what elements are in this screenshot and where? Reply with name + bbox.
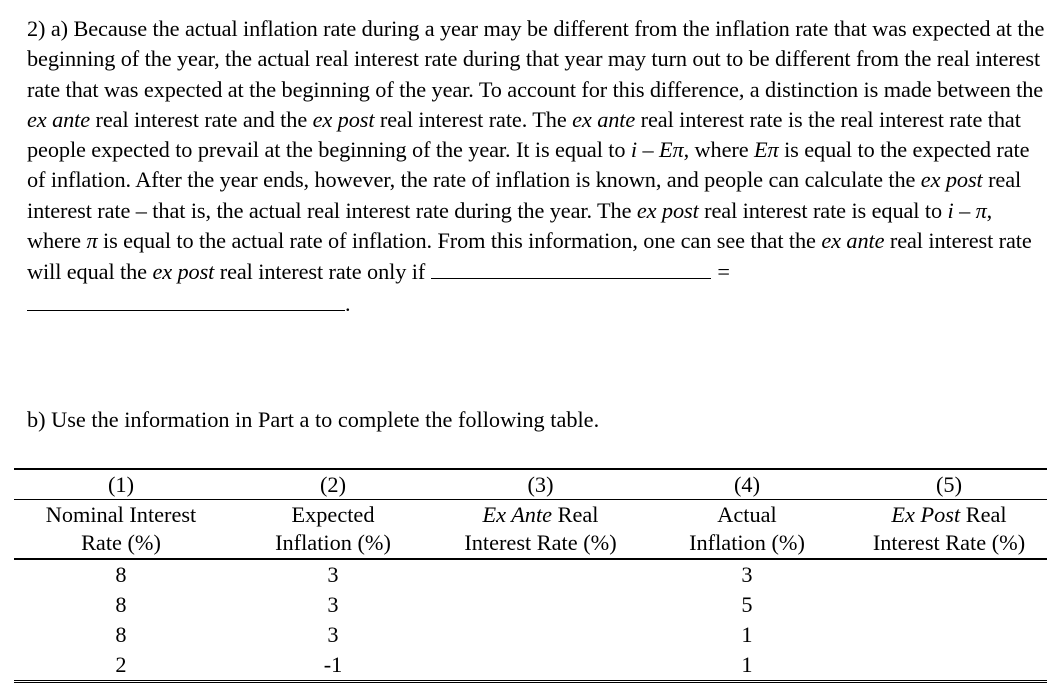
formula-i: i: [947, 197, 954, 223]
paragraph-text: , where: [683, 137, 755, 163]
paragraph-text: real interest rate only if: [214, 259, 431, 285]
table-cell: 3: [741, 562, 753, 587]
part-b-text: Use the information in Part a to complete the following table.: [51, 407, 600, 432]
term-ex-post: ex post: [312, 106, 375, 132]
formula-e-pi: Eπ: [754, 137, 779, 163]
column-header-ex-ante-rate: [438, 500, 643, 560]
paragraph-text: real interest rate – that is, the actual real interest rate during the year. The: [27, 167, 1022, 223]
column-number-row: [14, 469, 1047, 500]
answer-cell[interactable]: [851, 590, 1047, 620]
column-number: (5): [851, 469, 1047, 500]
paragraph-text: real interest rate is the real interest rate that people expected to prevail at the beginning of the year. It is equal to: [27, 106, 1021, 163]
column-header-ex-post-rate: [851, 500, 1047, 560]
table-row: [14, 559, 1047, 590]
column-number: (1): [14, 469, 228, 500]
column-header-nominal-interest: [14, 500, 228, 560]
answer-cell[interactable]: [851, 620, 1047, 650]
formula-e-pi: Eπ: [659, 137, 684, 163]
part-a-label: a): [50, 16, 68, 41]
table-cell: 3: [327, 562, 339, 587]
paragraph-text: real interest rate. The: [374, 106, 573, 132]
table-cell: 8: [115, 622, 127, 647]
answer-cell[interactable]: [438, 620, 643, 650]
header-italic: Ex Ante: [482, 502, 553, 527]
header-line2: Inflation (%): [689, 530, 805, 555]
paragraph-text: is equal to the expected rate of inflation. After the year ends, however, the rate of inflation is known, and people can calculate the: [27, 137, 1030, 193]
table-row: [14, 590, 1047, 620]
table-cell: 1: [643, 650, 851, 682]
answer-blank-right[interactable]: [27, 288, 345, 311]
column-header-expected-inflation: [228, 500, 438, 560]
paragraph-text: is equal to the actual rate of inflation. From this information, one can see that the: [97, 228, 822, 254]
header-line1: Actual: [717, 502, 777, 527]
formula-pi: π: [975, 197, 987, 223]
table-row: [14, 620, 1047, 650]
formula-pi: π: [86, 228, 98, 254]
table-cell: -1: [228, 650, 438, 682]
term-ex-post: ex post: [152, 259, 215, 285]
column-number: (3): [438, 469, 643, 500]
answer-cell[interactable]: [851, 650, 1047, 682]
header-line1: Nominal Interest: [45, 502, 197, 527]
header-line1: Expected: [291, 502, 375, 527]
formula-i: i: [630, 137, 638, 163]
term-ex-post: ex post: [636, 197, 699, 223]
column-header-actual-inflation: [643, 500, 851, 560]
paragraph-text: real interest rate will equal the: [27, 228, 1032, 285]
equals-sign: =: [717, 259, 730, 285]
answer-cell[interactable]: [438, 590, 643, 620]
header-italic: Ex Post: [891, 502, 961, 527]
end-period: .: [345, 290, 351, 316]
term-ex-ante: ex ante: [572, 106, 636, 132]
header-line1: Real: [960, 502, 1007, 527]
table-row: [14, 650, 1047, 682]
header-line2: Interest Rate (%): [464, 530, 617, 555]
paragraph-text: Because the actual inflation rate during a year may be different from the inflation rate that was expected at the beginning of the year, the actual real interest rate during that year may turn out to be different from the real interest rate that was expected at the beginning of the year. To account for this difference, a distinction is made between the: [27, 16, 1045, 102]
part-b-label: b): [27, 407, 46, 432]
header-line2: Interest Rate (%): [872, 530, 1026, 555]
part-b-instruction: [27, 405, 599, 435]
table-cell: 3: [327, 622, 339, 647]
table-cell: 1: [741, 622, 753, 647]
paragraph-text: real interest rate and the: [90, 106, 313, 132]
term-ex-post: ex post: [920, 167, 983, 193]
paragraph-text: real interest rate is equal to: [698, 197, 948, 223]
header-line2: Rate (%): [81, 530, 161, 555]
table-cell: 2: [14, 650, 228, 682]
answer-cell[interactable]: [851, 559, 1047, 590]
table-cell: 8: [115, 562, 127, 587]
term-ex-ante: ex ante: [821, 228, 885, 254]
table-cell: 8: [115, 592, 127, 617]
answer-blank-left[interactable]: [431, 256, 711, 279]
table-cell: 5: [741, 592, 753, 617]
paragraph-text: , where: [27, 197, 993, 254]
header-line2: Inflation (%): [275, 530, 391, 555]
interest-rate-table: [14, 468, 1047, 683]
column-number: (4): [643, 469, 851, 500]
table-cell: 3: [327, 592, 339, 617]
column-header-row: [14, 500, 1047, 560]
column-number: (2): [228, 469, 438, 500]
question-number: 2): [27, 16, 46, 41]
header-line1: Real: [552, 502, 599, 527]
part-a-question: [27, 14, 1047, 319]
formula-minus: –: [637, 137, 660, 163]
formula-minus: –: [953, 197, 976, 223]
answer-cell[interactable]: [438, 650, 643, 682]
part-a-paragraph: [27, 14, 1047, 319]
term-ex-ante: ex ante: [27, 106, 91, 132]
answer-cell[interactable]: [438, 559, 643, 590]
